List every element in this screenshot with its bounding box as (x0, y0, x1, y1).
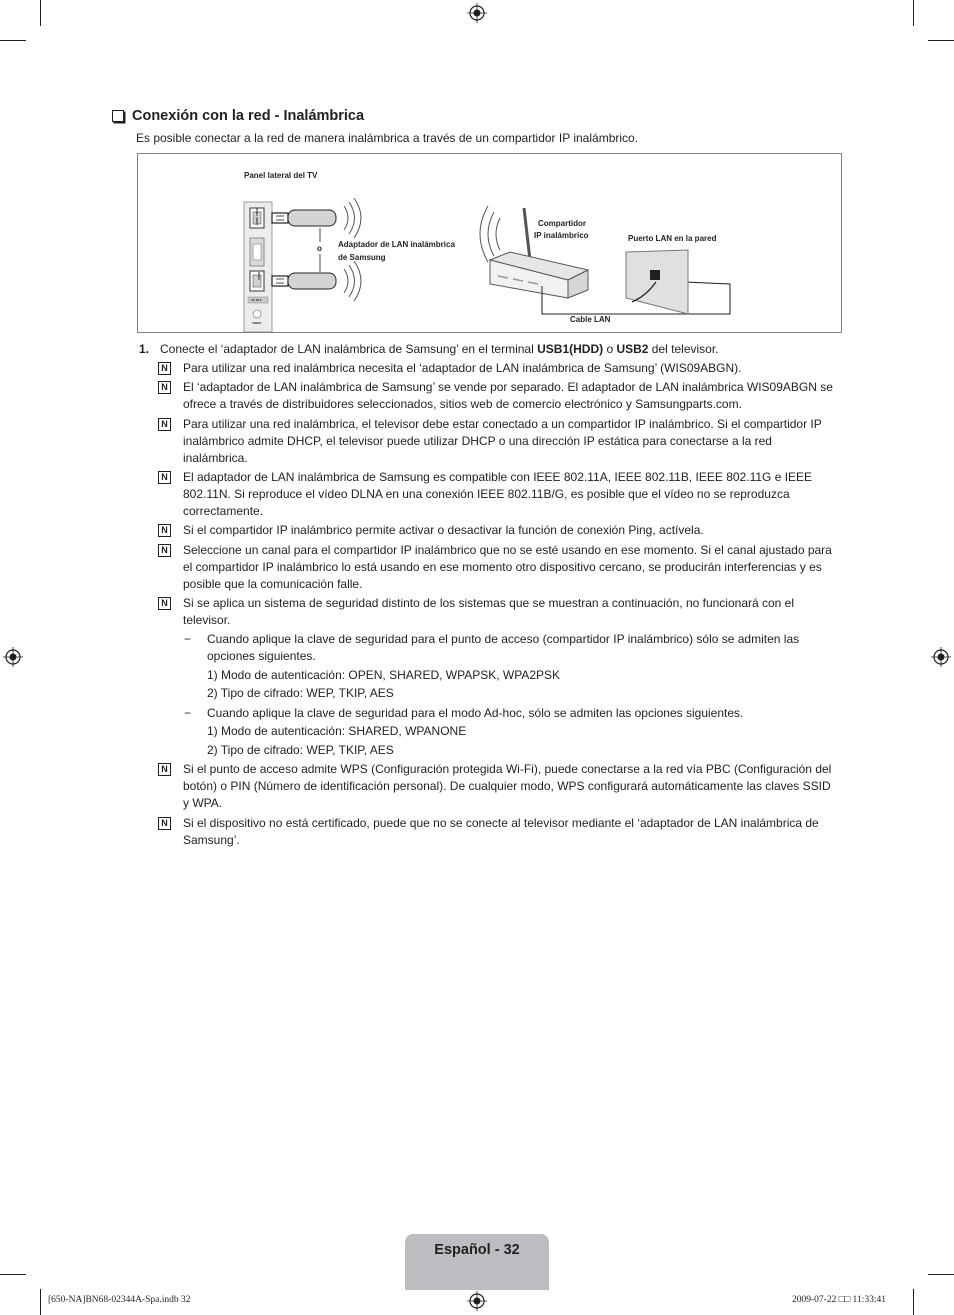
crop-mark (928, 1274, 954, 1275)
or-label: o (317, 244, 322, 253)
dash-bullet: − (184, 706, 192, 720)
note-icon: N (158, 763, 171, 776)
port-video-label: VIDEO (252, 321, 262, 325)
usb-adapter-1-icon (272, 198, 361, 238)
checkbox-bullet-icon (112, 110, 124, 122)
footer-file-info: [650-NA]BN68-02344A-Spa.indb 32 (48, 1295, 191, 1305)
note-icon: N (158, 471, 171, 484)
dash-bullet: − (184, 632, 192, 646)
crop-mark (40, 1289, 41, 1315)
security-adhoc-auth: 1) Modo de autenticación: SHARED, WPANONE (207, 724, 467, 738)
wall-port-label: Puerto LAN en la pared (628, 234, 717, 243)
registration-mark-icon (467, 1291, 487, 1311)
footer-timestamp: 2009-07-22 □□ 11:33:41 (792, 1295, 886, 1305)
port-av-label: AV IN 2 (251, 298, 262, 302)
step-1-text (160, 341, 840, 358)
security-adhoc-cipher: 2) Tipo de cifrado: WEP, TKIP, AES (207, 743, 394, 757)
wall-lan-port-icon (626, 250, 688, 314)
router-label-line-2: IP inalámbrico (534, 231, 589, 240)
note-9: Si el dispositivo no está certificado, puede que no se conecte al televisor mediante el ‘adaptador de LAN inalámbrica de Samsung’. (183, 816, 819, 847)
crop-mark (913, 0, 914, 26)
crop-mark (928, 40, 954, 41)
section-intro: Es posible conectar a la red de manera inalámbrica a través de un compartidor IP inalámbrico. (136, 131, 639, 145)
crop-mark (0, 40, 26, 41)
crop-mark (913, 1289, 914, 1315)
note-7: Si se aplica un sistema de seguridad distinto de los sistemas que se muestran a continuación, no funcionará con el televisor. (183, 596, 795, 627)
page-number: Español - 32 (434, 1242, 520, 1258)
security-ap-cipher: 2) Tipo de cifrado: WEP, TKIP, AES (207, 686, 394, 700)
port-usb1-label: USB1 (HDD) (255, 208, 259, 226)
registration-mark-icon (467, 3, 487, 23)
tv-panel-label: Panel lateral del TV (244, 171, 318, 180)
adapter-label-line-2: de Samsung (338, 253, 386, 262)
note-3: Para utilizar una red inalámbrica, el televisor debe estar conectado a un compartidor IP inalámbrico. Si el compartidor IP inalámbrico admite DHCP, el televisor puede utilizar DHCP o una dirección IP estática para conectarse a la red inalámbrica. (183, 417, 822, 465)
step-number: 1. (139, 342, 150, 356)
note-2: El ‘adaptador de LAN inalámbrica de Samsung’ se vende por separado. El adaptador de LAN inalámbrica WIS09ABGN se ofrece a través de distribuidores seleccionados, sitios web de comercio electrónico y Samsungparts.com. (183, 380, 833, 411)
note-6: Seleccione un canal para el compartidor IP inalámbrico que no se esté usando en ese momento. Si el canal ajustado para el compartidor IP inalámbrico lo está usando en ese momento otro dispositivo cercano, se producirán interferencias y es posible que la comunicación falle. (183, 543, 832, 591)
note-icon: N (158, 362, 171, 375)
section-heading (112, 108, 364, 124)
router-label-line-1: Compartidor (538, 219, 586, 228)
step-1-text-a: Conecte el ‘adaptador de LAN inalámbrica de Samsung’ en el terminal (160, 342, 538, 356)
note-1: Para utilizar una red inalámbrica necesita el ‘adaptador de LAN inalámbrica de Samsung’ (WIS09ABGN). (183, 361, 742, 375)
usb-adapter-2-icon (272, 261, 361, 301)
step-1-text-c: del televisor. (648, 342, 719, 356)
note-icon: N (158, 381, 171, 394)
step-1-bold-a: USB1(HDD) (537, 342, 604, 356)
security-ap-auth: 1) Modo de autenticación: OPEN, SHARED, WPAPSK, WPA2PSK (207, 668, 561, 682)
step-1-text-b: o (603, 342, 617, 356)
note-icon: N (158, 544, 171, 557)
note-8: Si el punto de acceso admite WPS (Configuración protegida Wi-Fi), puede conectarse a la red vía PBC (Configuración del botón) o PIN (Número de identificación personal). De cualquier modo, WPS configurará automáticamente las claves SSID y WPA. (183, 762, 832, 810)
step-1-bold-b: USB2 (616, 342, 649, 356)
crop-mark (40, 0, 41, 26)
connection-diagram (137, 153, 842, 333)
note-5: Si el compartidor IP inalámbrico permite activar o desactivar la función de conexión Ping, actívela. (183, 523, 704, 537)
note-icon: N (158, 418, 171, 431)
security-ap-intro: Cuando aplique la clave de seguridad para el punto de acceso (compartidor IP inalámbrico) sólo se admiten las opciones siguientes. (207, 632, 800, 663)
cable-label: Cable LAN (570, 315, 611, 324)
section-title: Conexión con la red - Inalámbrica (132, 108, 365, 124)
note-icon: N (158, 524, 171, 537)
registration-mark-icon (3, 647, 23, 667)
security-adhoc-intro: Cuando aplique la clave de seguridad para el modo Ad-hoc, sólo se admiten las opciones siguientes. (207, 706, 744, 720)
registration-mark-icon (931, 647, 951, 667)
adapter-label-line-1: Adaptador de LAN inalámbrica (338, 240, 455, 249)
port-usb2-label: USB2 (257, 272, 261, 281)
note-4: El adaptador de LAN inalámbrica de Samsung es compatible con IEEE 802.11A, IEEE 802.11B, IEEE 802.11G e IEEE 802.11N. Si reproduce el vídeo DLNA en una conexión IEEE 802.11B/G, es posible que el vídeo no se reproduzca correctamente. (183, 470, 813, 518)
note-icon: N (158, 597, 171, 610)
note-icon: N (158, 817, 171, 830)
crop-mark (0, 1274, 26, 1275)
page-number-tab (405, 1234, 549, 1290)
